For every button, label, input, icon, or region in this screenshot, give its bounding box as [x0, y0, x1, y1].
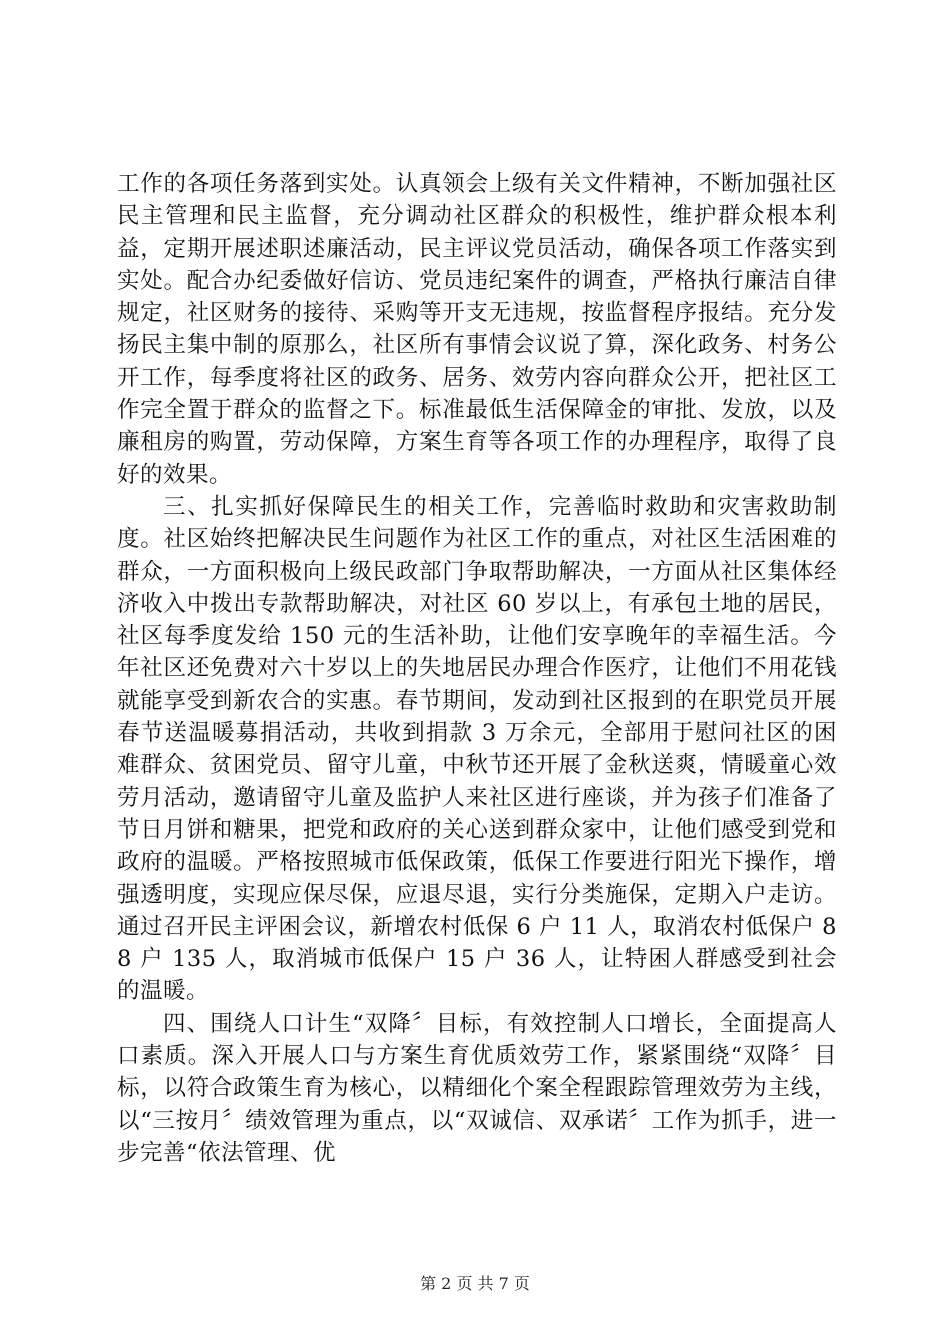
- body-text: [117, 168, 837, 1169]
- page-footer: 第 2 页 共 7 页: [420, 1274, 530, 1293]
- paragraph-1: 工作的各项任务落到实处。认真领会上级有关文件精神，不断加强社区民主管理和民主监督，充分调动社区群众的积极性，维护群众根本利益，定期开展述职述廉活动，民主评议党员活动，确保各项工作落实到实处。配合办纪委做好信访、党员违纪案件的调查，严格执行廉洁自律规定，社区财务的接待、采购等开支无违规，按监督程序报结。充分发扬民主集中制的原那么，社区所有事情会议说了算，深化政务、村务公开工作，每季度将社区的政务、居务、效劳内容向群众公开，把社区工作完全置于群众的监督之下。标准最低生活保障金的审批、发放，以及廉租房的购置，劳动保障，方案生育等各项工作的办理程序，取得了良好的效果。: [117, 171, 837, 488]
- paragraph-2: 三、扎实抓好保障民生的相关工作，完善临时救助和灾害救助制度。社区始终把解决民生问题作为社区工作的重点，对社区生活困难的群众，一方面积极向上级民政部门争取帮助解决，一方面从社区集体经济收入中拨出专款帮助解决，对社区 60 岁以上，有承包土地的居民，社区每季度发给 150 元的生活补助，让他们安享晚年的幸福生活。今年社区还免费对六十岁以上的失地居民办理合作医疗，让他们不用花钱就能享受到新农合的实惠。春节期间，发动到社区报到的在职党员开展春节送温暖募捐活动，共收到捐款 3 万余元，全部用于慰问社区的困难群众、贫困党员、留守儿童，中秋节还开展了金秋送爽，情暖童心效劳月活动，邀请留守儿童及监护人来社区进行座谈，并为孩子们准备了节日月饼和糖果，把党和政府的关心送到群众家中，让他们感受到党和政府的温暖。严格按照城市低保政策，低保工作要进行阳光下操作，增强透明度，实现应保尽保，应退尽退，实行分类施保，定期入户走访。通过召开民主评困会议，新增农村低保 6 户 11 人，取消农村低保户 88 户 135 人，取消城市低保户 15 户 36 人，让特困人群感受到社会的温暖。: [117, 493, 837, 1005]
- paragraph-3: 四、围绕人口计生“双降〞目标，有效控制人口增长，全面提高人口素质。深入开展人口与方案生育优质效劳工作，紧紧围绕“双降〞目标，以符合政策生育为核心，以精细化个案全程跟踪管理效劳为主线，以“三按月〞绩效管理为重点，以“双诚信、双承诺〞工作为抓手，进一步完善“依法管理、优: [117, 1010, 837, 1166]
